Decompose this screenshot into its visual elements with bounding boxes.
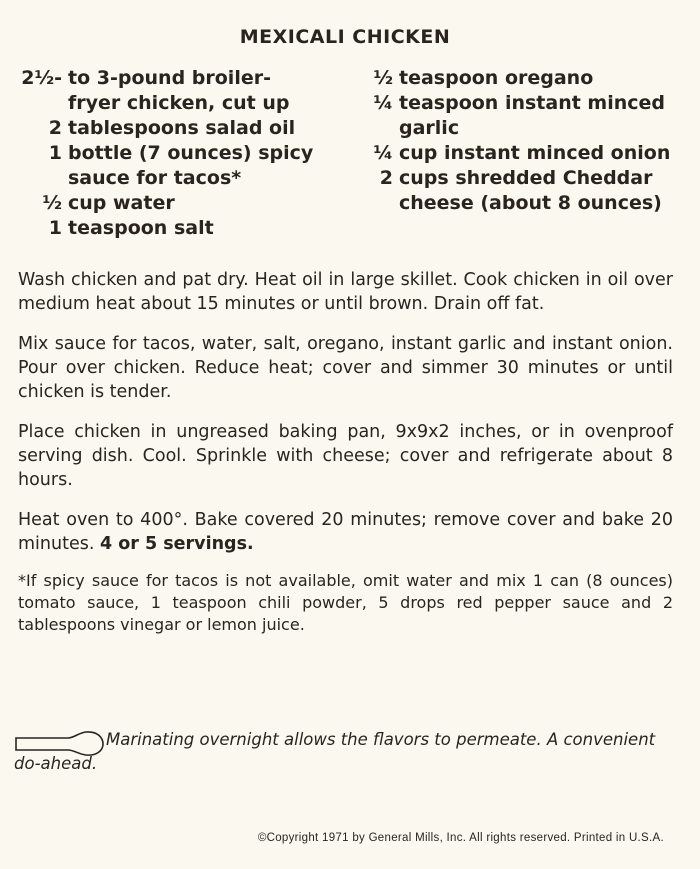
ingredient-text: cup water — [68, 192, 175, 214]
ingredient-quantity: ½ — [373, 67, 393, 89]
ingredient-line: cups shredded Cheddar — [399, 167, 653, 189]
servings: 4 or 5 servings. — [99, 534, 254, 554]
ingredient-text: tablespoons salad oil — [68, 117, 296, 139]
ingredient-line: garlic — [399, 117, 460, 139]
ingredient-item — [16, 116, 336, 141]
ingredient-quantity: ½ — [42, 192, 62, 214]
ingredient-line: teaspoon instant minced — [399, 92, 666, 114]
ingredient-quantity: 2 — [48, 117, 62, 139]
direction-step — [18, 508, 673, 556]
ingredient-item — [16, 66, 336, 116]
ingredient-text — [68, 66, 336, 116]
ingredient-quantity: 2½- — [21, 67, 62, 89]
ingredient-line: sauce for tacos* — [68, 167, 242, 189]
direction-step: Place chicken in ungreased baking pan, 9x9x2 inches, or in ovenproof serving dish. Cool. Sprinkle with cheese; cover and refrigerate about 8 hours. — [18, 422, 673, 490]
ingredient-text: teaspoon oregano — [399, 67, 594, 89]
ingredients-right-column — [366, 66, 686, 216]
ingredient-item — [366, 66, 686, 91]
ingredient-quantity: 2 — [379, 167, 393, 189]
ingredient-text: cup instant minced onion — [399, 142, 671, 164]
ingredient-quantity: ¼ — [373, 92, 393, 114]
tip-text: Marinating overnight allows the flavors to permeate. A convenient do-ahead. — [14, 730, 656, 773]
direction-step: Mix sauce for tacos, water, salt, oregano, instant garlic and instant onion. Pour over chicken. Reduce heat; cover and simmer 30 minutes or until chicken is tender. — [18, 334, 673, 402]
ingredient-item — [16, 191, 336, 216]
ingredient-quantity: 1 — [48, 217, 62, 239]
recipe-directions — [18, 268, 673, 652]
direction-step-text: Heat oven to 400°. Bake covered 20 minutes; remove cover and bake 20 minutes. — [18, 510, 673, 554]
ingredient-quantity: 1 — [48, 142, 62, 164]
copyright-notice: ©Copyright 1971 by General Mills, Inc. All rights reserved. Printed in U.S.A. — [257, 832, 664, 844]
ingredient-item — [366, 166, 686, 216]
recipe-title: MEXICALI CHICKEN — [239, 26, 451, 48]
ingredient-item — [366, 141, 686, 166]
ingredient-line: cheese (about 8 ounces) — [399, 192, 662, 214]
footnote: *If spicy sauce for tacos is not available, omit water and mix 1 can (8 ounces) tomato sauce, 1 teaspoon chili powder, 5 drops red pepper sauce and 2 tablespoons vinegar or lemon juice. — [18, 571, 673, 634]
ingredient-item — [16, 141, 336, 191]
ingredient-quantity: ¼ — [373, 142, 393, 164]
ingredient-line: to 3-pound broiler- — [68, 67, 271, 89]
ingredient-text — [399, 91, 686, 141]
spoon-icon — [14, 730, 104, 758]
tip-block — [14, 728, 674, 776]
direction-step: Wash chicken and pat dry. Heat oil in large skillet. Cook chicken in oil over medium heat about 15 minutes or until brown. Drain off fat. — [18, 270, 673, 314]
ingredient-text: teaspoon salt — [68, 217, 214, 239]
ingredient-item — [366, 91, 686, 141]
ingredients-left-column — [16, 66, 336, 241]
ingredient-line: bottle (7 ounces) spicy — [68, 142, 314, 164]
ingredient-line: fryer chicken, cut up — [68, 92, 290, 114]
ingredient-text — [399, 166, 686, 216]
ingredient-item — [16, 216, 336, 241]
ingredient-text — [68, 141, 336, 191]
